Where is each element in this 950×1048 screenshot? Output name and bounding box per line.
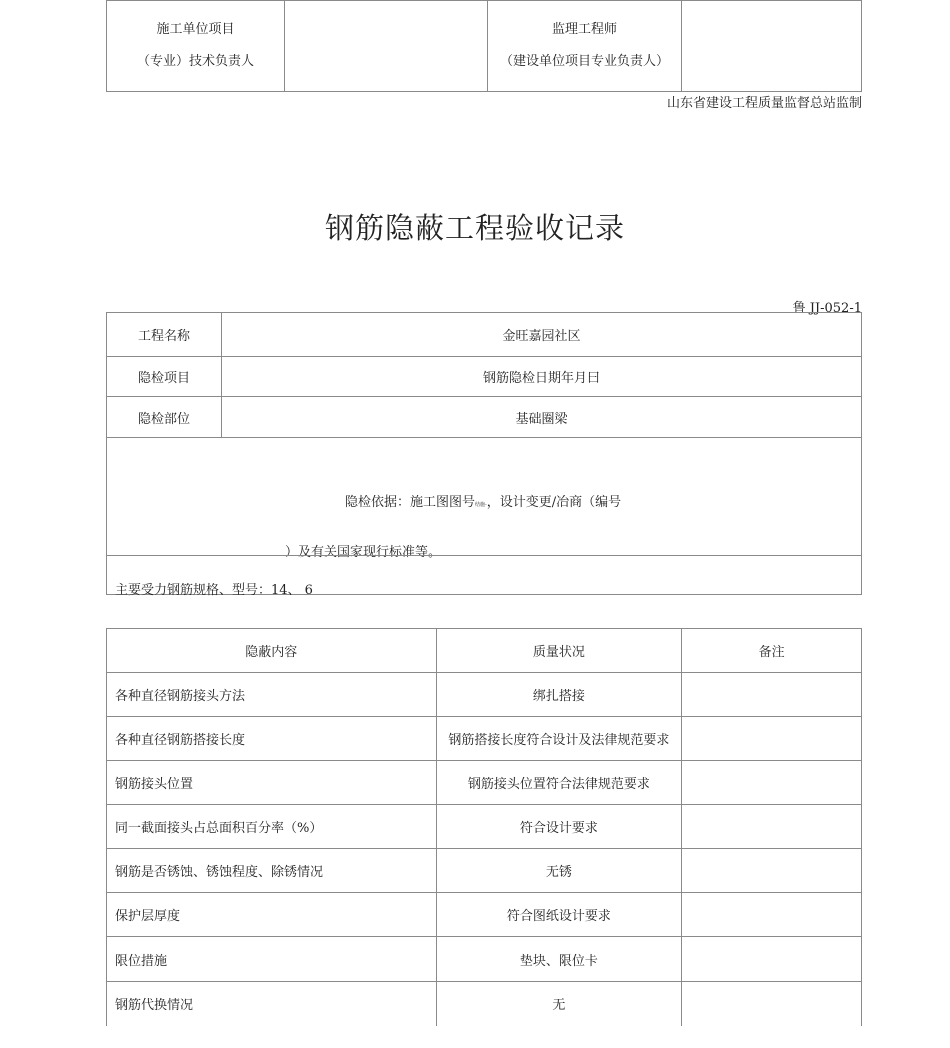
table-row xyxy=(107,893,862,937)
row-item: 同一截面接头占总面积百分率（%） xyxy=(107,805,437,849)
basis-line1-suffix: ，设计变更/冶商（编号 xyxy=(486,495,622,510)
table-row xyxy=(107,849,862,893)
concealed-content-table xyxy=(106,628,862,1026)
contractor-signature-cell xyxy=(285,1,488,92)
supervisor-label-line2: （建设单位项目专业负责人） xyxy=(499,54,669,69)
row-status: 无锈 xyxy=(436,849,682,893)
row-note xyxy=(682,673,862,717)
info-row-inspection-part xyxy=(107,397,862,438)
header-quality: 质量状况 xyxy=(436,629,682,673)
row-note xyxy=(682,761,862,805)
row-item: 钢筋是否锈蚀、锈蚀程度、除锈情况 xyxy=(107,849,437,893)
row-item: 各种直径钢筋搭接长度 xyxy=(107,717,437,761)
table-row xyxy=(107,805,862,849)
row-item: 钢筋代换情况 xyxy=(107,982,437,1026)
inspection-item-value: 钢筋隐检日期年月曰 xyxy=(222,357,862,397)
info-row-inspection-item xyxy=(107,357,862,397)
page-title: 钢筋隐蔽工程验收记录 xyxy=(324,211,625,245)
contractor-label-line2: （专业）技术负责人 xyxy=(136,54,254,69)
issuer-note: 山东省建设工程质量监督总站监制 xyxy=(666,96,862,111)
row-item: 各种直径钢筋接头方法 xyxy=(107,673,437,717)
row-status: 符合图纸设计要求 xyxy=(436,893,682,937)
row-item: 钢筋接头位置 xyxy=(107,761,437,805)
table-row xyxy=(107,673,862,717)
row-note xyxy=(682,937,862,982)
supervisor-label-line1: 监理工程师 xyxy=(551,22,617,37)
table-row xyxy=(107,937,862,982)
row-note xyxy=(682,982,862,1026)
basis-line1-prefix: 隐检依据：施工图图号 xyxy=(345,495,476,510)
info-row-project-name xyxy=(107,313,862,357)
contractor-label-cell xyxy=(107,1,285,92)
row-status: 钢筋搭接长度符合设计及法律规范要求 xyxy=(436,717,682,761)
rebar-spec: 主要受力钢筋规格、型号：14、 6 xyxy=(115,583,313,598)
row-note xyxy=(682,893,862,937)
form-code: 鲁 JJ-052-1 xyxy=(792,301,862,316)
supervisor-signature-cell xyxy=(682,1,862,92)
basis-line2: ）及有关国家现行标准等。 xyxy=(285,545,442,560)
basis-line1 xyxy=(345,491,621,510)
table-row xyxy=(107,717,862,761)
basis-drawing-number: 结施- xyxy=(475,502,487,508)
row-note xyxy=(682,717,862,761)
row-status: 无 xyxy=(436,982,682,1026)
project-name-label: 工程名称 xyxy=(107,313,222,357)
row-item: 保护层厚度 xyxy=(107,893,437,937)
header-content: 隐蔽内容 xyxy=(107,629,437,673)
table-header-row xyxy=(107,629,862,673)
row-status: 钢筋接头位置符合法律规范要求 xyxy=(436,761,682,805)
supervisor-label-cell xyxy=(488,1,682,92)
inspection-part-value: 基础圈梁 xyxy=(222,397,862,438)
basis-divider xyxy=(107,555,861,556)
row-status: 符合设计要求 xyxy=(436,805,682,849)
row-note xyxy=(682,805,862,849)
row-item: 限位措施 xyxy=(107,937,437,982)
row-status: 绑扎搭接 xyxy=(436,673,682,717)
table-row xyxy=(107,761,862,805)
row-status: 垫块、限位卡 xyxy=(436,937,682,982)
header-note: 备注 xyxy=(682,629,862,673)
project-name-value: 金旺嘉园社区 xyxy=(222,313,862,357)
inspection-part-label: 隐检部位 xyxy=(107,397,222,438)
row-note xyxy=(682,849,862,893)
contractor-label-line1: 施工单位项目 xyxy=(156,22,235,37)
signoff-table xyxy=(106,0,862,92)
info-table xyxy=(106,312,862,438)
inspection-basis-box xyxy=(106,437,862,598)
table-row xyxy=(107,982,862,1026)
inspection-item-label: 隐检项目 xyxy=(107,357,222,397)
